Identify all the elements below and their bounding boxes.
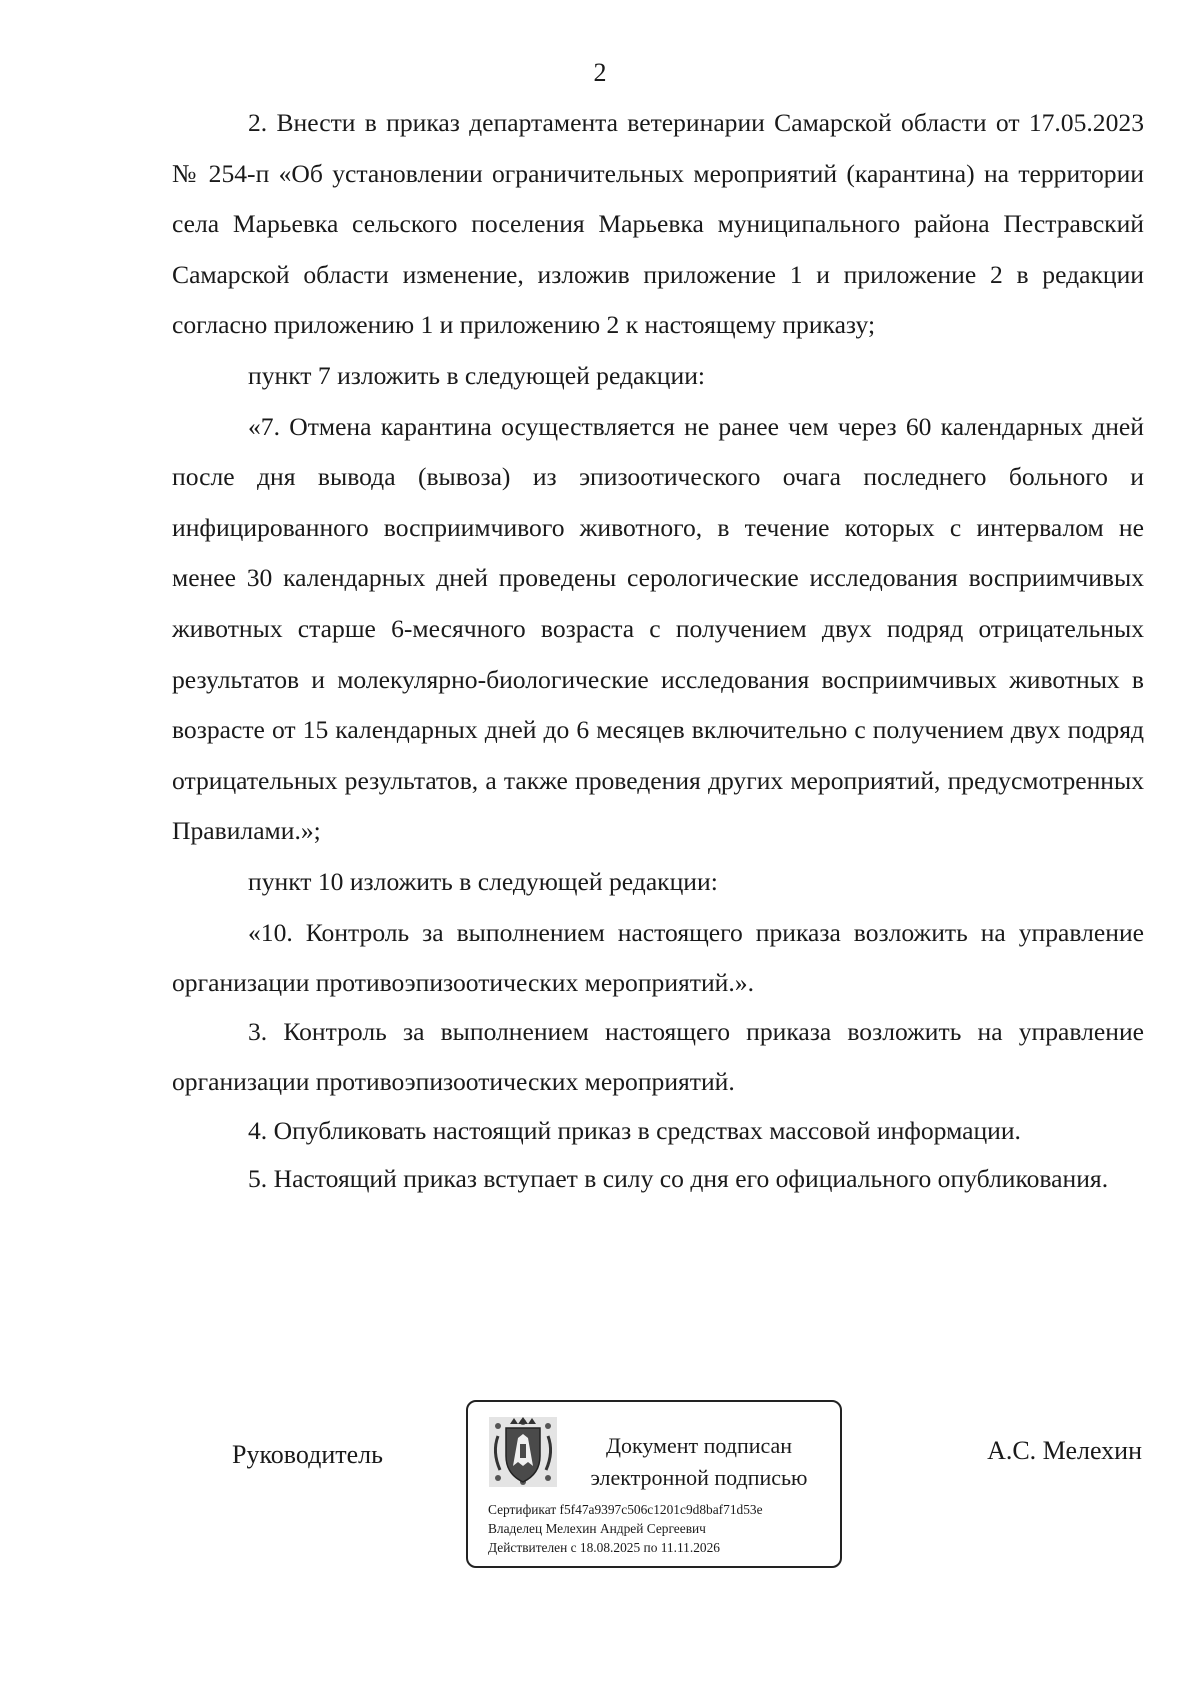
signature-block (0, 1400, 1200, 1580)
stamp-title (568, 1430, 830, 1494)
stamp-details (488, 1500, 763, 1557)
electronic-signature-stamp (466, 1400, 842, 1568)
paragraph-point-10-intro: пункт 10 изложить в следующей редакции: (248, 866, 718, 896)
stamp-owner: Владелец Мелехин Андрей Сергеевич (488, 1521, 706, 1536)
signer-name: А.С. Мелехин (987, 1436, 1142, 1465)
signer-position-label: Руководитель (232, 1440, 383, 1469)
stamp-validity: Действителен с 18.08.2025 по 11.11.2026 (488, 1540, 720, 1555)
paragraph-point-7-text: «7. Отмена карантина осуществляется не ранее чем через 60 календарных дней после дня вывода (вывоза) из эпизоотического очага последнего больного и инфицированного восприимчивого животного, в течение которых с интервалом не менее 30 календарных дней проведены серологические исследования восприимчивых животных старше 6-месячного возраста с получением двух подряд отрицательных результатов и молекулярно-биологические исследования восприимчивых животных в возрасте от 15 календарных дней до 6 месяцев включительно с получением двух подряд отрицательных результатов, а также проведения других мероприятий, предусмотренных Правилами.»; (172, 411, 1144, 846)
paragraph-item-3-control: 3. Контроль за выполнением настоящего приказа возложить на управление организации противоэпизоотических мероприятий. (172, 1016, 1144, 1097)
paragraph-item-4-publish: 4. Опубликовать настоящий приказ в средствах массовой информации. (248, 1115, 1021, 1145)
stamp-certificate: Сертификат f5f47a9397c506c1201c9d8baf71d53e (488, 1502, 763, 1517)
samara-region-coat-of-arms-icon (488, 1416, 558, 1488)
paragraph-point-10-text: «10. Контроль за выполнением настоящего приказа возложить на управление организации противоэпизоотических мероприятий.». (172, 917, 1144, 998)
document-body (172, 98, 1144, 1205)
page-number: 2 (593, 58, 607, 87)
stamp-title-line2: электронной подписью (590, 1465, 808, 1490)
paragraph-item-5-effective: 5. Настоящий приказ вступает в силу со дня его официального опубликования. (248, 1164, 1109, 1194)
stamp-title-line1: Документ подписан (605, 1433, 793, 1458)
paragraph-point-7-intro: пункт 7 изложить в следующей редакции: (248, 360, 706, 390)
paragraph-item-2-amendment: 2. Внести в приказ департамента ветеринарии Самарской области от 17.05.2023 № 254-п «Об установлении ограничительных мероприятий (карантина) на территории села Марьевка сельского поселения Марьевка муниципального района Пестравский Самарской области изменение, изложив приложение 1 и приложение 2 в редакции согласно приложению 1 и приложению 2 к настоящему приказу; (172, 108, 1144, 340)
